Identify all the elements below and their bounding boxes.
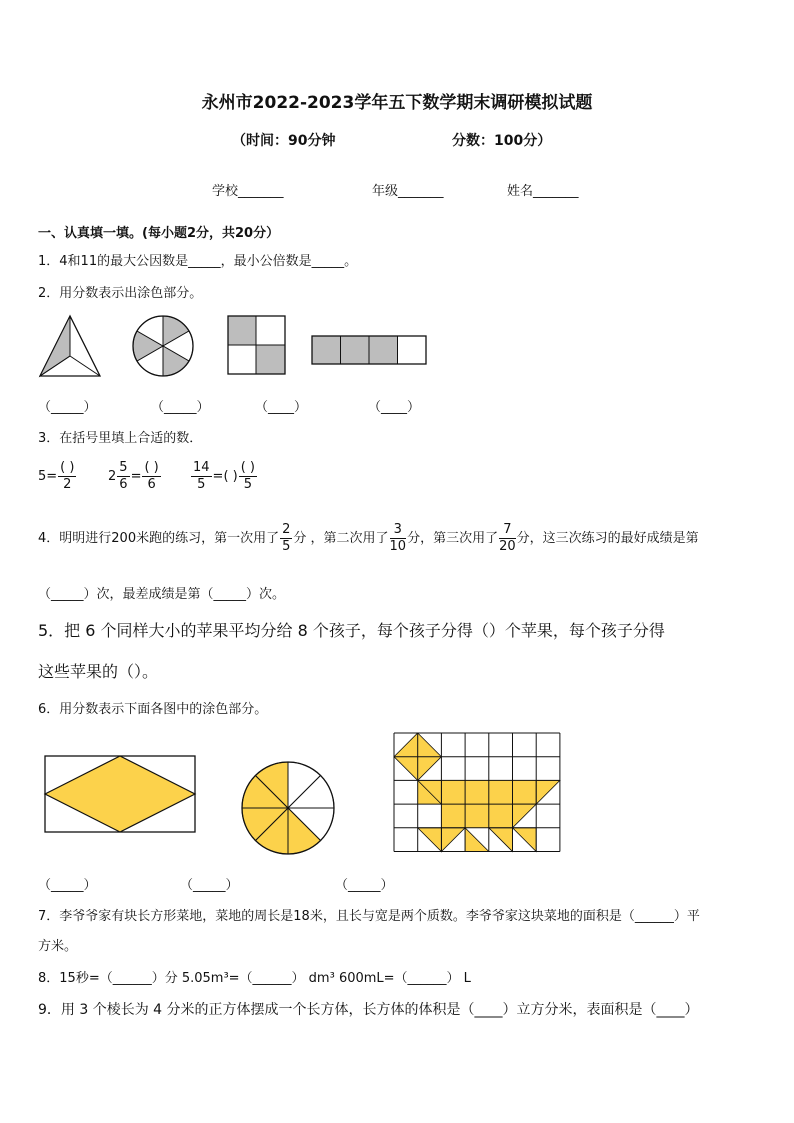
grid-cell-shaded: [513, 780, 537, 804]
q3-item-a: [38, 460, 77, 493]
q2-blank-1[interactable]: （_____）: [38, 400, 97, 415]
question-5-line-2: 这些苹果的（）。: [38, 662, 159, 681]
page-title: 永州市2022-2023学年五下数学期末调研模拟试题: [201, 93, 593, 113]
question-9: 9．用 3 个棱长为 4 分米的正方体摆成一个长方体，长方体的体积是（____）立方分米，表面积是（____）: [38, 1002, 699, 1018]
q3-b-whole: 2: [108, 469, 117, 484]
question-8: 8．15秒=（______）分 5.05m³=（______） dm³ 600mL=（______） L: [38, 971, 471, 986]
question-4: [38, 522, 699, 555]
q3-c-numerator: 14: [193, 460, 210, 475]
q4-f3-num: 7: [499, 522, 516, 539]
q3-b-result-numerator[interactable]: ( ): [144, 460, 159, 475]
question-3: 3．在括号里填上合适的数．: [38, 431, 203, 446]
grid-cell-shaded: [465, 780, 489, 804]
q4-text-3: 分，第三次用了: [407, 531, 499, 546]
q3-b-denominator: 6: [119, 477, 128, 492]
q2-figures: [0, 310, 794, 380]
q3-b-numerator: 5: [119, 460, 128, 475]
shaded-strip-figure: [312, 336, 426, 364]
question-7-line-2: 方米。: [38, 939, 78, 954]
grid-shape-shaded: [489, 828, 513, 852]
q3-c-result-numerator[interactable]: ( ): [240, 460, 255, 475]
q4-f3-den: 20: [499, 539, 516, 554]
q4-text-4: 分，这三次练习的最好成绩是第: [516, 531, 699, 546]
shaded-square-figure: [228, 316, 285, 374]
q2-blank-2[interactable]: （_____）: [151, 400, 210, 415]
q6-blank-3[interactable]: （_____）: [335, 878, 394, 893]
q4-text-1: 4．明明进行200米跑的练习，第一次用了: [38, 531, 280, 546]
q3-c-equals[interactable]: =( ): [212, 469, 238, 484]
question-1: 1．4和11的最大公因数是_____，最小公倍数是_____。: [38, 254, 358, 269]
q3-a-denominator: 2: [63, 477, 72, 492]
q4-f2-num: 3: [390, 522, 407, 539]
q4-text-2: 分 ，第二次用了: [293, 531, 389, 546]
grid-shape-shaded: [513, 828, 537, 852]
q2-blank-4[interactable]: （____）: [368, 400, 421, 415]
q6-figures: [0, 730, 794, 860]
q3-c-result-denominator: 5: [243, 477, 252, 492]
q3-item-b: [108, 460, 162, 493]
grid-cell-shaded: [441, 780, 465, 804]
q3-c-denominator: 5: [197, 477, 206, 492]
exam-time: （时间：90分钟: [232, 133, 336, 149]
q3-a-left: 5=: [38, 469, 58, 484]
grid-cell-shaded: [489, 804, 513, 828]
q6-blank-2[interactable]: （_____）: [180, 878, 239, 893]
school-field: 学校_______: [212, 184, 284, 199]
grid-shape-shaded: [536, 780, 560, 804]
q3-b-equals: =: [130, 469, 142, 484]
grid-shape-shaded: [441, 828, 465, 852]
eighths-circle-figure: [242, 762, 334, 854]
exam-score: 分数：100分）: [452, 133, 552, 149]
question-5-line-1: 5．把 6 个同样大小的苹果平均分给 8 个孩子，每个孩子分得（）个苹果，每个孩子分得: [38, 621, 665, 640]
grid-shape-shaded: [513, 804, 537, 828]
section-heading: 一、认真填一填。(每小题2分，共20分）: [38, 226, 280, 241]
grid-shape-shaded: [465, 828, 489, 852]
shaded-circle-figure: [133, 316, 193, 376]
name-field: 姓名_______: [507, 184, 579, 199]
q3-b-result-denominator: 6: [147, 477, 156, 492]
shaded-triangle-figure: [40, 316, 100, 376]
grid-cell-shaded: [441, 804, 465, 828]
rhombus-in-rectangle-figure: [45, 756, 195, 832]
question-6: 6．用分数表示下面各图中的涂色部分。: [38, 702, 268, 717]
question-7-line-1: 7．李爷爷家有块长方形菜地，菜地的周长是18米，且长与宽是两个质数。李爷爷家这块菜地的面积是（______）平: [38, 909, 700, 924]
grid-shape-shaded: [418, 828, 442, 852]
q4-f1-den: 5: [282, 539, 291, 554]
question-2: 2．用分数表示出涂色部分。: [38, 286, 203, 301]
q3-a-numerator[interactable]: ( ): [60, 460, 75, 475]
grid-cell-shaded: [465, 804, 489, 828]
q6-blank-1[interactable]: （_____）: [38, 878, 97, 893]
q4-f1-num: 2: [282, 522, 291, 537]
q2-blank-3[interactable]: （____）: [255, 400, 308, 415]
grid-cell-shaded: [489, 780, 513, 804]
grade-field: 年级_______: [372, 184, 444, 199]
q4-f2-den: 10: [389, 539, 407, 554]
grid-figure: [394, 733, 560, 852]
q3-item-c: [190, 460, 258, 493]
question-4-line-2: （_____）次，最差成绩是第（_____）次。: [38, 587, 286, 602]
